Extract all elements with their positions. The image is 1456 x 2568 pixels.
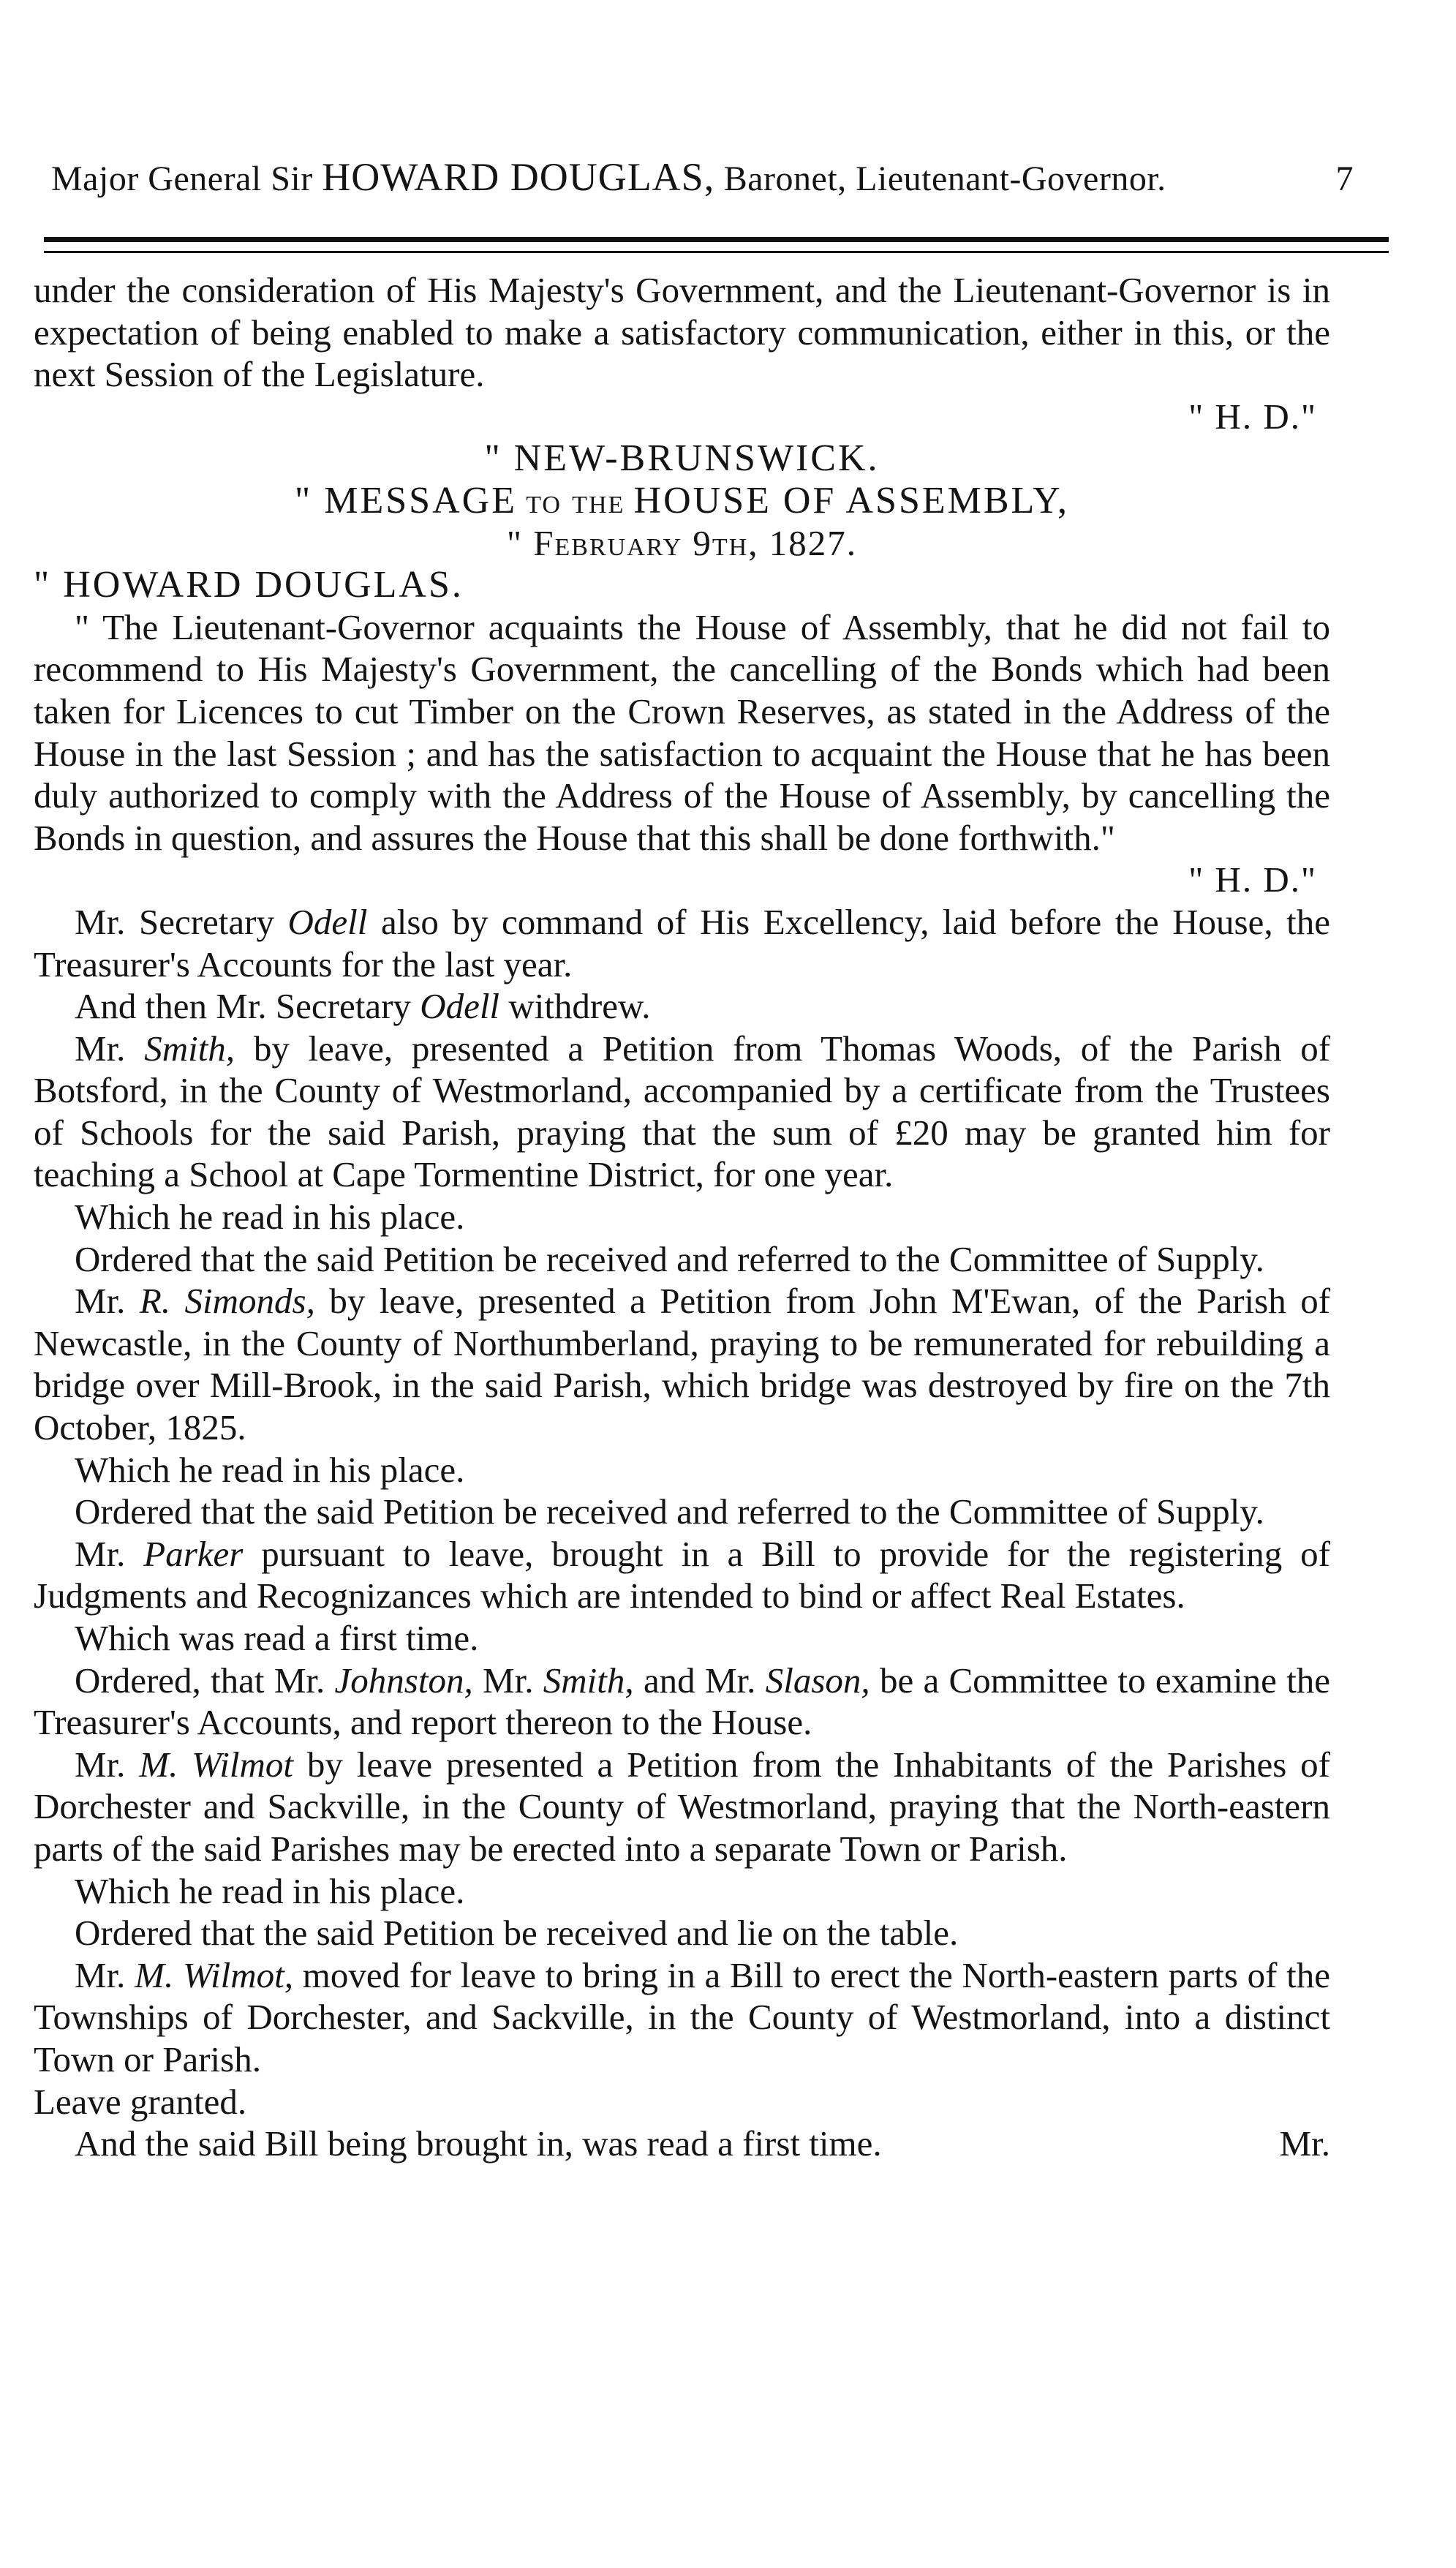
paragraph: Which was read a first time. [75,1618,479,1658]
paragraph: " The Lieutenant-Governor acquaints the House of Assembly, that he did not fail to recommend to His Majesty's Government, the cancelling of the Bonds which had been taken for Licences to cut Timber on the Crown Reserves, as stated in the Address of the House in the last Session ; and has the satisfaction to acquaint the House that he has been duly authorized to comply with the Address of the House of Assembly, by cancelling the Bonds in question, and assures the House that this shall be done forthwith." [34,606,1330,858]
running-head [51,155,1354,201]
paragraph [34,985,1330,1028]
signature-initials: " H. D." [1188,859,1317,900]
member-name: R. Simonds, [139,1281,315,1322]
text-run: by leave, presented a Petition from John M'Ewan, of the Parish of Newcastle, in the County of Northumberland, praying to be remunerated for rebuilding a bridge over Mill-Brook, in the said Parish, which bridge was destroyed by fire on the 7th October, 1825. [34,1281,1331,1448]
paragraph: under the consideration of His Majesty's Government, and the Lieutenant-Governor is in expectation of being enabled to make a satisfactory communication, either in this, or the next Session of the Legislature. [34,270,1330,395]
paragraph: Ordered that the said Petition be received and referred to the Committee of Supply. [75,1238,1264,1279]
text-run: pursuant to leave, brought in a Bill to provide for the registering of Judgments and Recognizances which are intended to bind or affect Real Estates. [34,1533,1330,1616]
heading-date: " February 9th, 1827. [507,522,857,563]
member-name: Slason, [765,1660,870,1701]
text-run: by leave presented a Petition from the Inhabitants of the Parishes of Dorchester and Sackville, in the County of Westmorland, praying that the North-eastern parts of the said Parishes may be erected into a separate Town or Parish. [34,1744,1331,1869]
paragraph-final [34,2123,1330,2165]
running-head-title [51,155,1166,201]
heading-message-part: to the [526,480,625,521]
text-run: be a Committee to examine the Treasurer's Accounts, and report thereon to the House. [34,1660,1331,1743]
heading-province: " NEW-BRUNSWICK. [484,437,880,480]
paragraph [34,1660,1330,1744]
text-run: withdrew. [508,986,651,1027]
paragraph: Which he read in his place. [75,1197,465,1238]
member-name: Odell [420,986,500,1027]
header-rule-thick [44,237,1389,242]
running-head-prefix: Major General Sir [51,159,313,198]
text-run: and Mr. [643,1660,756,1701]
paragraph: Ordered that the said Petition be received and referred to the Committee of Supply. [75,1491,1264,1532]
running-head-suffix: Baronet, Lieutenant-Governor. [723,159,1166,198]
paragraph: Leave granted. [34,2081,247,2122]
text-run: moved for leave to bring in a Bill to erect the North-eastern parts of the Townships of Dorchester, and Sackville, in the County of Westmorland, into a distinct Town or Parish. [34,1954,1330,2079]
text-run: by leave, presented a Petition from Thomas Woods, of the Parish of Botsford, in the County of Westmorland, accompanied by a certificate from the Trustees of Schools for the said Parish, praying that the sum of £20 may be granted him for teaching a School at Cape Tormentine District, for one year. [34,1028,1331,1195]
text-run: Mr. [483,1660,534,1701]
paragraph: Ordered that the said Petition be received and lie on the table. [75,1913,959,1954]
text-run: Mr. [75,1533,126,1574]
member-name: Smith, [543,1660,634,1701]
running-head-name: HOWARD DOUGLAS, [322,155,715,199]
page-body [34,269,1330,2165]
heading-message-part: HOUSE OF ASSEMBLY, [633,479,1069,521]
paragraph: Which he read in his place. [75,1870,465,1911]
member-name: Smith, [144,1028,235,1069]
text-run: And the said Bill being brought in, was read a first time. [75,2123,882,2164]
heading-message [34,480,1330,522]
paragraph [34,1744,1330,1870]
heading-signatory: " HOWARD DOUGLAS. [34,564,464,606]
member-name: Johnston, [334,1660,473,1701]
paragraph: Which he read in his place. [75,1449,465,1490]
text-run: Mr. [75,1954,126,1995]
text-run: also by command of His Excellency, laid before the House, the Treasurer's Accounts for the last year. [34,901,1331,984]
member-name: M. Wilmot, [135,1954,294,1995]
catchword: Mr. [1279,2123,1330,2164]
paragraph [34,901,1330,985]
text-run: Mr. Secretary [75,901,274,942]
text-run: Ordered, that Mr. [75,1660,325,1701]
heading-message-part: " MESSAGE [295,479,517,521]
member-name: Odell [287,901,368,942]
text-run: Mr. [75,1281,126,1322]
paragraph [34,1533,1330,1617]
text-run: Mr. [75,1028,126,1069]
header-rule-thin [44,251,1389,253]
paragraph [34,1028,1330,1196]
paragraph [34,1954,1330,2081]
member-name: Parker [143,1533,244,1574]
page-number: 7 [1335,159,1354,198]
text-run: Mr. [75,1744,126,1785]
text-run: And then Mr. Secretary [75,986,411,1027]
paragraph [34,1280,1330,1448]
member-name: M. Wilmot [139,1744,294,1785]
signature-initials: " H. D." [1188,396,1317,437]
